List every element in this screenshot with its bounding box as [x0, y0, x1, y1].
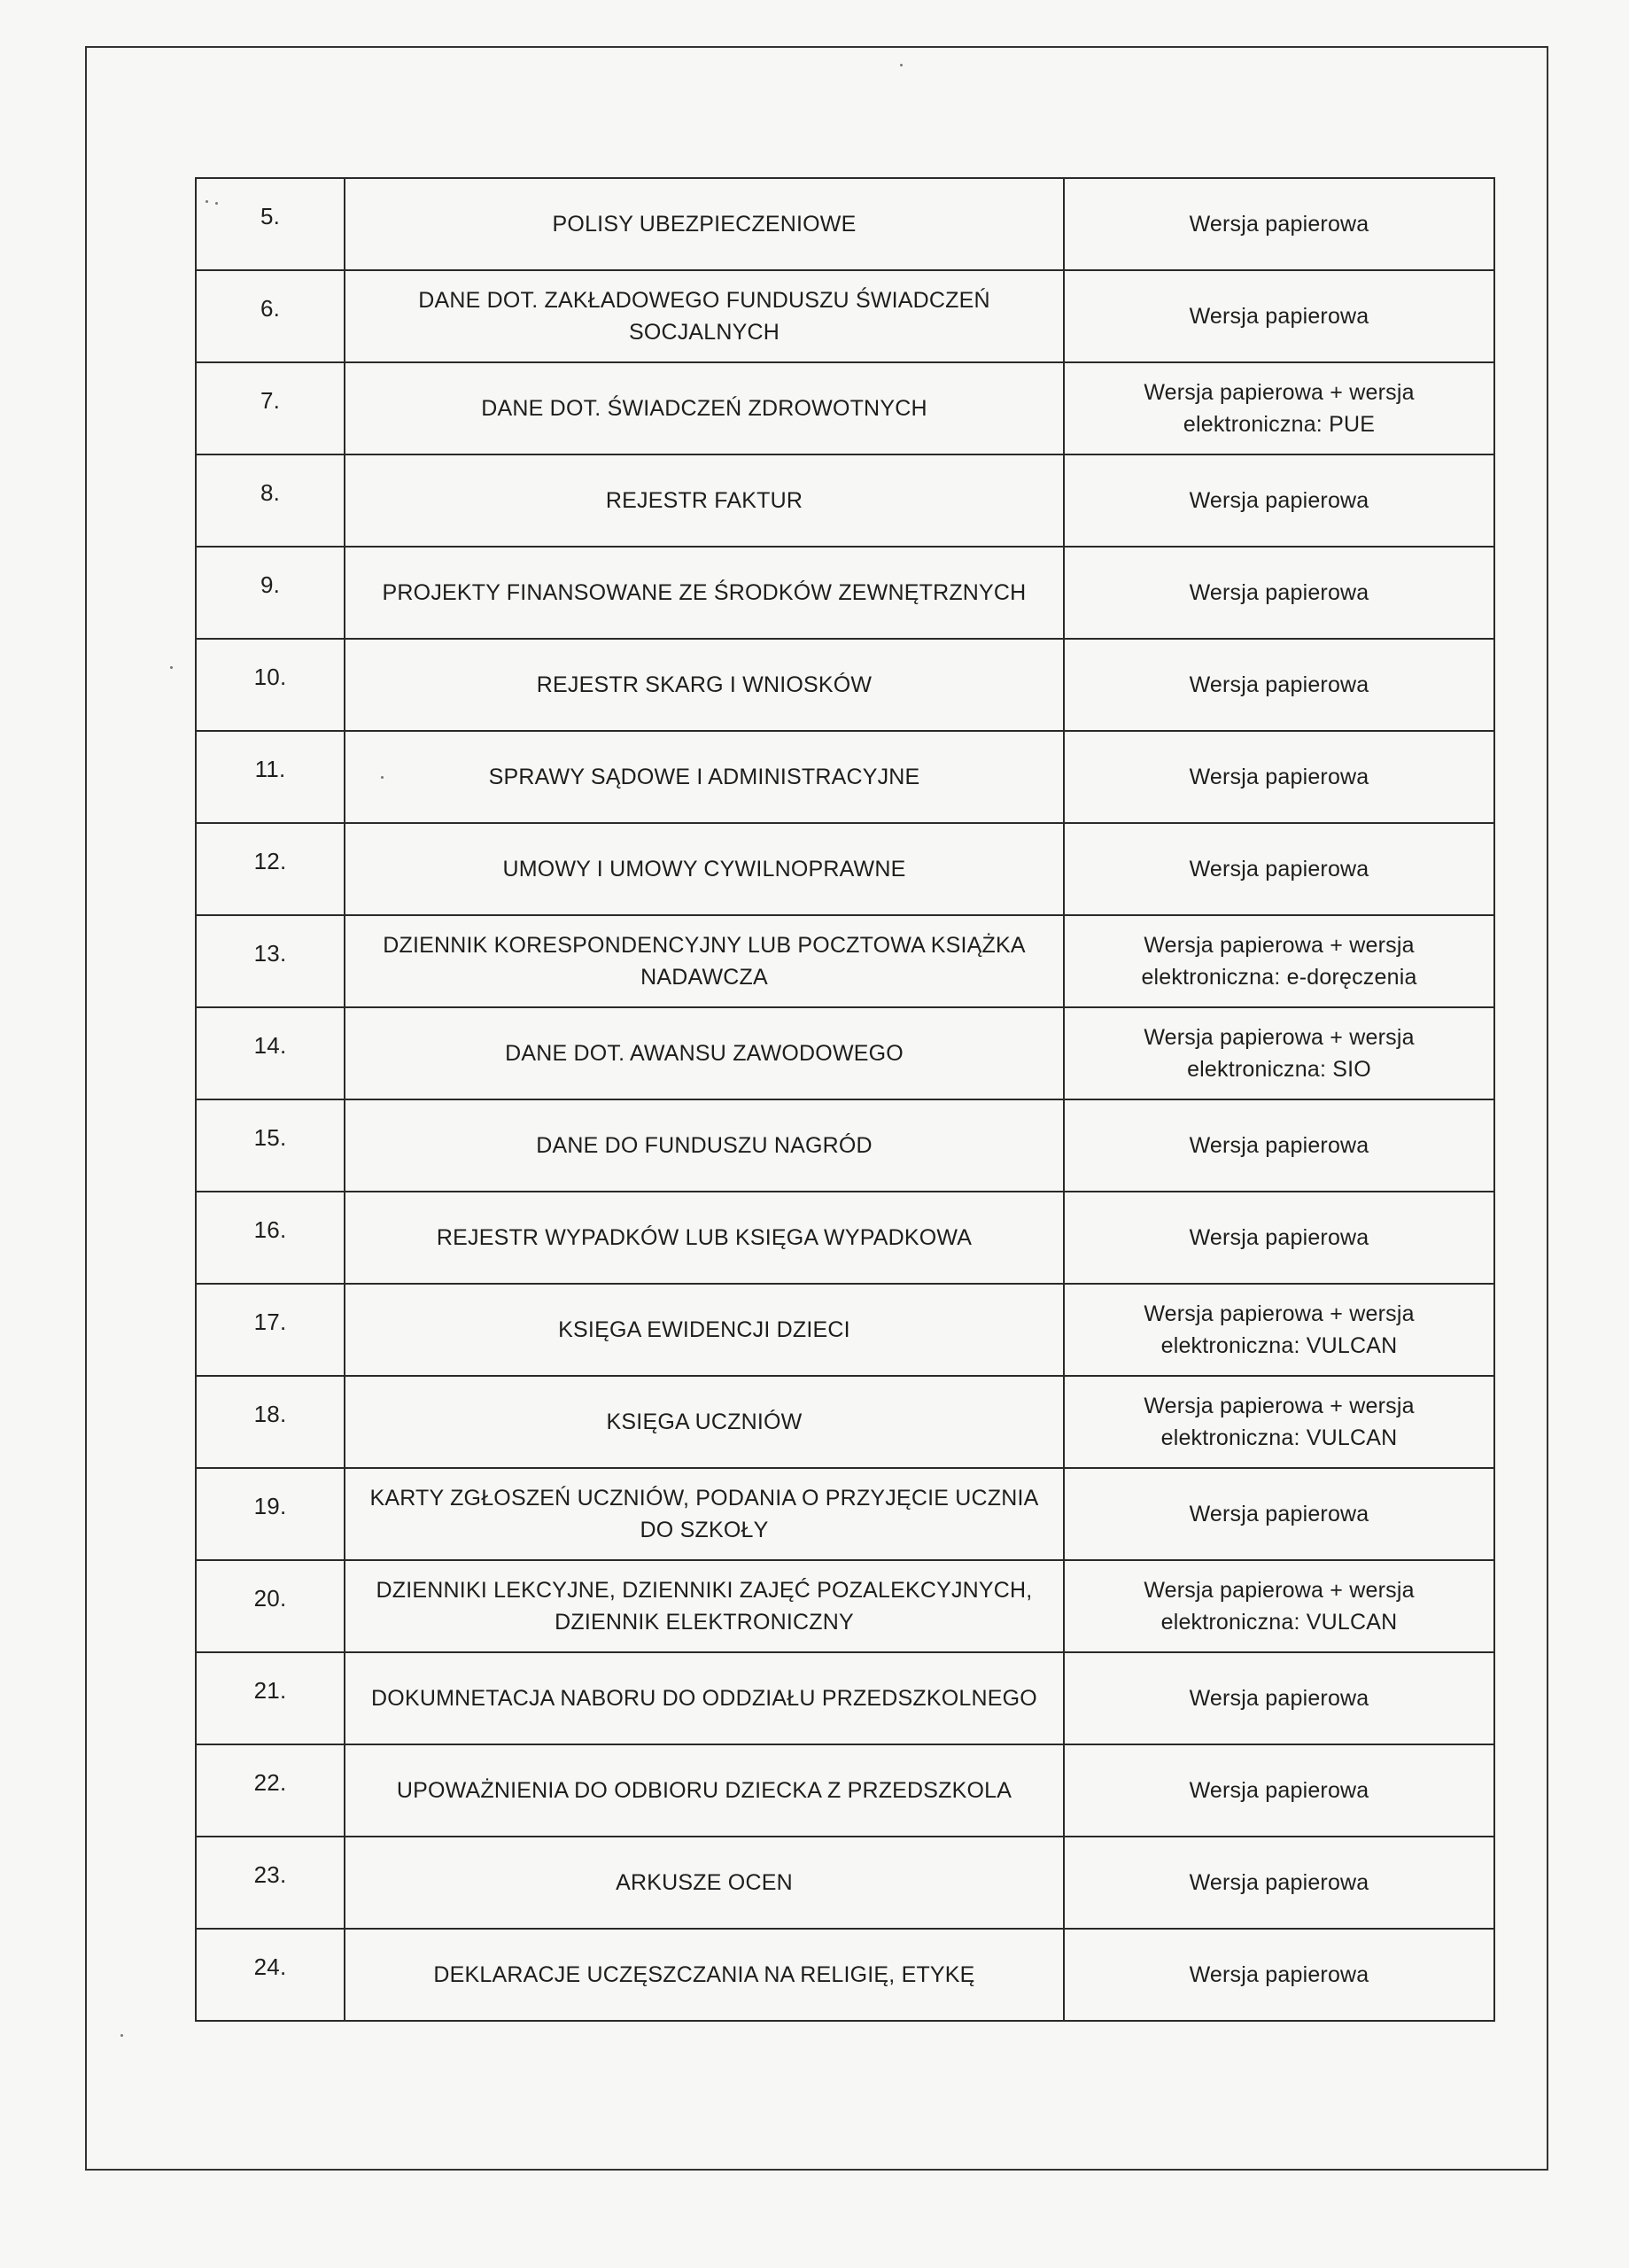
scan-speck	[900, 64, 903, 66]
storage-form: Wersja papierowa + wersja elektroniczna: VULCAN	[1064, 1560, 1494, 1652]
row-number: 9.	[196, 547, 345, 639]
record-name: DOKUMNETACJA NABORU DO ODDZIAŁU PRZEDSZKOLNEGO	[345, 1652, 1064, 1744]
table-row	[196, 454, 1494, 547]
row-number: 19.	[196, 1468, 345, 1560]
scan-speck	[170, 666, 173, 669]
row-number: 17.	[196, 1284, 345, 1376]
record-name: REJESTR WYPADKÓW LUB KSIĘGA WYPADKOWA	[345, 1192, 1064, 1284]
row-number: 14.	[196, 1007, 345, 1099]
row-number: 16.	[196, 1192, 345, 1284]
row-number: 21.	[196, 1652, 345, 1744]
record-name: DZIENNIK KORESPONDENCYJNY LUB POCZTOWA KSIĄŻKA NADAWCZA	[345, 915, 1064, 1007]
records-table	[195, 177, 1495, 2022]
row-number: 6.	[196, 270, 345, 362]
record-name: PROJEKTY FINANSOWANE ZE ŚRODKÓW ZEWNĘTRZNYCH	[345, 547, 1064, 639]
table-row	[196, 1099, 1494, 1192]
storage-form: Wersja papierowa	[1064, 639, 1494, 731]
row-number: 5.	[196, 178, 345, 270]
storage-form: Wersja papierowa + wersja elektroniczna: PUE	[1064, 362, 1494, 454]
row-number: 22.	[196, 1744, 345, 1837]
storage-form: Wersja papierowa + wersja elektroniczna: VULCAN	[1064, 1284, 1494, 1376]
records-table-body	[196, 178, 1494, 2021]
table-row	[196, 1007, 1494, 1099]
table-row	[196, 731, 1494, 823]
record-name: KSIĘGA UCZNIÓW	[345, 1376, 1064, 1468]
storage-form: Wersja papierowa	[1064, 178, 1494, 270]
table-row	[196, 1652, 1494, 1744]
storage-form: Wersja papierowa	[1064, 1468, 1494, 1560]
storage-form: Wersja papierowa	[1064, 547, 1494, 639]
scan-speck	[215, 202, 218, 205]
scan-speck	[206, 200, 208, 203]
record-name: DZIENNIKI LEKCYJNE, DZIENNIKI ZAJĘĆ POZALEKCYJNYCH, DZIENNIK ELEKTRONICZNY	[345, 1560, 1064, 1652]
row-number: 23.	[196, 1837, 345, 1929]
row-number: 24.	[196, 1929, 345, 2021]
table-row	[196, 915, 1494, 1007]
row-number: 10.	[196, 639, 345, 731]
table-row	[196, 270, 1494, 362]
record-name: DANE DO FUNDUSZU NAGRÓD	[345, 1099, 1064, 1192]
storage-form: Wersja papierowa + wersja elektroniczna: SIO	[1064, 1007, 1494, 1099]
row-number: 11.	[196, 731, 345, 823]
storage-form: Wersja papierowa	[1064, 1652, 1494, 1744]
row-number: 15.	[196, 1099, 345, 1192]
table-row	[196, 639, 1494, 731]
table-row	[196, 1837, 1494, 1929]
record-name: DANE DOT. AWANSU ZAWODOWEGO	[345, 1007, 1064, 1099]
row-number: 13.	[196, 915, 345, 1007]
record-name: DANE DOT. ZAKŁADOWEGO FUNDUSZU ŚWIADCZEŃ SOCJALNYCH	[345, 270, 1064, 362]
storage-form: Wersja papierowa	[1064, 454, 1494, 547]
storage-form: Wersja papierowa	[1064, 1837, 1494, 1929]
table-row	[196, 362, 1494, 454]
storage-form: Wersja papierowa	[1064, 731, 1494, 823]
record-name: DEKLARACJE UCZĘSZCZANIA NA RELIGIĘ, ETYKĘ	[345, 1929, 1064, 2021]
record-name: DANE DOT. ŚWIADCZEŃ ZDROWOTNYCH	[345, 362, 1064, 454]
table-row	[196, 547, 1494, 639]
table-row	[196, 823, 1494, 915]
record-name: KARTY ZGŁOSZEŃ UCZNIÓW, PODANIA O PRZYJĘCIE UCZNIA DO SZKOŁY	[345, 1468, 1064, 1560]
storage-form: Wersja papierowa	[1064, 1929, 1494, 2021]
scan-speck	[120, 2034, 123, 2037]
table-row	[196, 1929, 1494, 2021]
storage-form: Wersja papierowa + wersja elektroniczna: e-doręczenia	[1064, 915, 1494, 1007]
record-name: REJESTR SKARG I WNIOSKÓW	[345, 639, 1064, 731]
record-name: UMOWY I UMOWY CYWILNOPRAWNE	[345, 823, 1064, 915]
record-name: KSIĘGA EWIDENCJI DZIECI	[345, 1284, 1064, 1376]
table-row	[196, 1744, 1494, 1837]
record-name: REJESTR FAKTUR	[345, 454, 1064, 547]
storage-form: Wersja papierowa	[1064, 1744, 1494, 1837]
table-row	[196, 1376, 1494, 1468]
row-number: 8.	[196, 454, 345, 547]
storage-form: Wersja papierowa + wersja elektroniczna: VULCAN	[1064, 1376, 1494, 1468]
table-row	[196, 1284, 1494, 1376]
table-row	[196, 1468, 1494, 1560]
storage-form: Wersja papierowa	[1064, 1192, 1494, 1284]
storage-form: Wersja papierowa	[1064, 270, 1494, 362]
record-name: UPOWAŻNIENIA DO ODBIORU DZIECKA Z PRZEDSZKOLA	[345, 1744, 1064, 1837]
record-name: POLISY UBEZPIECZENIOWE	[345, 178, 1064, 270]
record-name: ARKUSZE OCEN	[345, 1837, 1064, 1929]
scan-speck	[381, 776, 384, 779]
table-row	[196, 1192, 1494, 1284]
storage-form: Wersja papierowa	[1064, 1099, 1494, 1192]
table-row	[196, 178, 1494, 270]
row-number: 20.	[196, 1560, 345, 1652]
table-row	[196, 1560, 1494, 1652]
row-number: 18.	[196, 1376, 345, 1468]
row-number: 7.	[196, 362, 345, 454]
row-number: 12.	[196, 823, 345, 915]
record-name: SPRAWY SĄDOWE I ADMINISTRACYJNE	[345, 731, 1064, 823]
storage-form: Wersja papierowa	[1064, 823, 1494, 915]
